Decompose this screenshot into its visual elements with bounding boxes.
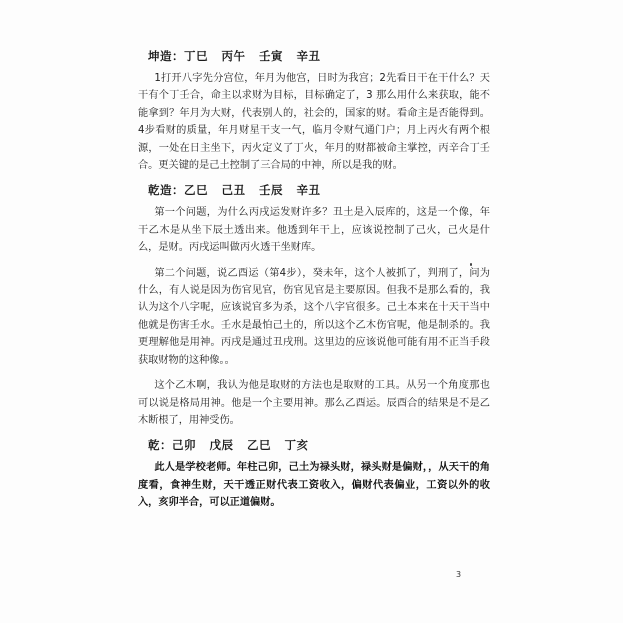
chart-heading-qian-1: 乾造：乙巳 己丑 壬辰 辛丑 <box>148 183 321 198</box>
paragraph-question-one: 第一个问题，为什么丙戌运发财许多？丑土是入辰库的，这是一个像，年干乙木是从坐下辰土透出来。他透到年干上，应该说控制了己火，己火是什么，是财。丙戌运叫做丙火透干坐财库。 <box>138 207 490 254</box>
paragraph-question-two: 第二个问题，说乙酉运（第4步），癸未年，这个人被抓了，判刑了，问为什么，有人说是因为伤官见官，伤官见官是主要原因。但我不是那么看的，我认为这个八字呢，应该说官多为杀，这个八字官很多。己土本来在十天干当中他就是伤害壬水。壬水是最怕己土的，所以这个乙木伤官呢，他是制杀的。我更理解他是用神。丙戌是通过丑戌刑。这里边的应该说他可能有用不正当手段获取财物的这种像。。 <box>138 267 490 366</box>
chart-heading-qian-2: 乾：己卯 戊辰 乙巳 丁亥 <box>148 438 309 453</box>
page-content <box>138 48 490 520</box>
paragraph-teacher: 此人是学校老师。年柱己卯，己土为禄头财，禄头财是偏财，，从天干的角度看，食神生财，天干透正财代表工资收入，偏财代表偏业，工资以外的收入，亥卯半合，可以正道偏财。 <box>138 462 490 509</box>
chart-heading-kun: 坤造：丁巳 丙午 壬寅 辛丑 <box>148 49 321 63</box>
paragraph-yi-wood: 这个乙木啊，我认为他是取财的方法也是取财的工具。从另一个角度那也可以说是格局用神。他是一个主要用神。那么乙酉运。辰酉合的结果是不是乙木断根了，用神受伤。 <box>138 380 490 426</box>
page-number: 3 <box>456 570 462 579</box>
scan-speck-mark <box>470 263 472 266</box>
paragraph-analysis-steps: 1打开八字先分宫位，年月为他宫，日时为我宫；2先看日干在干什么？天干有个丁壬合，命主以求财为目标，目标确定了，3 那么用什么来获取，能不能拿到？年月为大财，代表别人的，社会的，国家的财。看命主是否能得到。4步看财的质量，年月财星干支一气，临月令财气通门户；月上丙火有两个根源，一处在日主坐下，丙火定义了丁火，年月的财都被命主掌控，丙辛合丁壬合。更关键的是己土控制了三合局的中神，所以是我的财。 <box>138 73 490 172</box>
